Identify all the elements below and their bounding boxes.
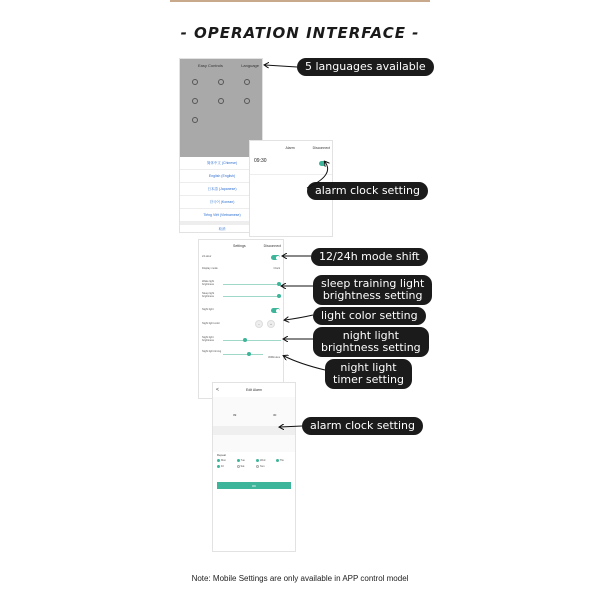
repeat-day-label: Wed [260, 459, 266, 462]
color-plus-button[interactable]: + [267, 320, 275, 328]
language-option-japanese[interactable]: 日本語 (Japanese) [180, 183, 263, 196]
arrow-light-color [285, 315, 313, 320]
repeat-day-label: Fri [221, 465, 225, 468]
night-light-label: Night light [202, 308, 214, 311]
callout-line: night light [340, 361, 397, 374]
back-button[interactable]: < [216, 387, 219, 393]
color-minus-button[interactable]: − [255, 320, 263, 328]
display-value: Clock [273, 267, 280, 270]
repeat-day-label: Thu [279, 459, 284, 462]
arrow-alarm [307, 162, 328, 188]
callout-alarm-setting-2: alarm clock setting [302, 417, 423, 435]
repeat-day-label: Sun [260, 465, 265, 468]
language-option-english[interactable]: English (English) [180, 170, 263, 183]
footnote: Note: Mobile Settings are only available in APP control model [191, 574, 409, 583]
language-button[interactable]: Language [241, 62, 259, 68]
arrow-alarm-2 [280, 426, 302, 427]
sleep-light-label: Sleep light brightness [202, 292, 215, 298]
language-option-korean[interactable]: 한국어 (Korean) [180, 196, 263, 209]
arrow-night-timer [284, 356, 325, 370]
alarm-time: 09:30 [254, 158, 267, 164]
language-screen-title: Easy Controls [198, 62, 223, 68]
language-option-vietnamese[interactable]: Tiếng Việt (Vietnamese) [180, 209, 263, 222]
callout-mode-shift: 12/24h mode shift [311, 248, 428, 266]
arrow-languages [265, 65, 297, 67]
edit-alarm-title: Edit Alarm [246, 388, 262, 392]
disconnect-button[interactable]: Disconnect [312, 146, 330, 150]
callout-alarm-setting: alarm clock setting [307, 182, 428, 200]
callout-line: sleep training light [321, 277, 425, 290]
night-color-label: Night light color [202, 322, 220, 325]
callout-line: brightness setting [322, 289, 423, 302]
page-title: - OPERATION INTERFACE - [180, 24, 420, 42]
night-brightness-label: Night light brightness [202, 336, 214, 342]
wake-light-label: Wake light brightness [202, 280, 215, 286]
settings-screen-title: Settings [233, 244, 246, 248]
mode-label: 24-Hour [202, 255, 212, 258]
language-cancel-button[interactable]: 取消 [180, 222, 263, 233]
timing-value: 30Minutes [268, 356, 280, 359]
ok-button[interactable]: OK [217, 482, 291, 489]
hour-selected: 09 [233, 413, 237, 417]
callout-line: night light [342, 329, 399, 342]
callout-line: timer setting [333, 373, 405, 386]
repeat-day-label: Sat [240, 465, 245, 468]
minute-selected: 30 [273, 413, 277, 417]
repeat-day-label: Mon [221, 459, 227, 462]
callout-line: brightness setting [321, 341, 421, 354]
callout-light-color: light color setting [313, 307, 426, 325]
alarm-screen-title: Alarm [285, 146, 295, 150]
repeat-day-label: Tue [240, 459, 245, 462]
repeat-label: Repeat [217, 453, 227, 457]
callout-languages: 5 languages available [297, 58, 434, 76]
language-option-chinese[interactable]: 简体中文 (Chinese) [180, 157, 263, 170]
night-timing-label: Night light timing [202, 350, 222, 353]
disconnect-button[interactable]: Disconnect [263, 244, 281, 248]
display-label: Display mode [202, 267, 218, 270]
